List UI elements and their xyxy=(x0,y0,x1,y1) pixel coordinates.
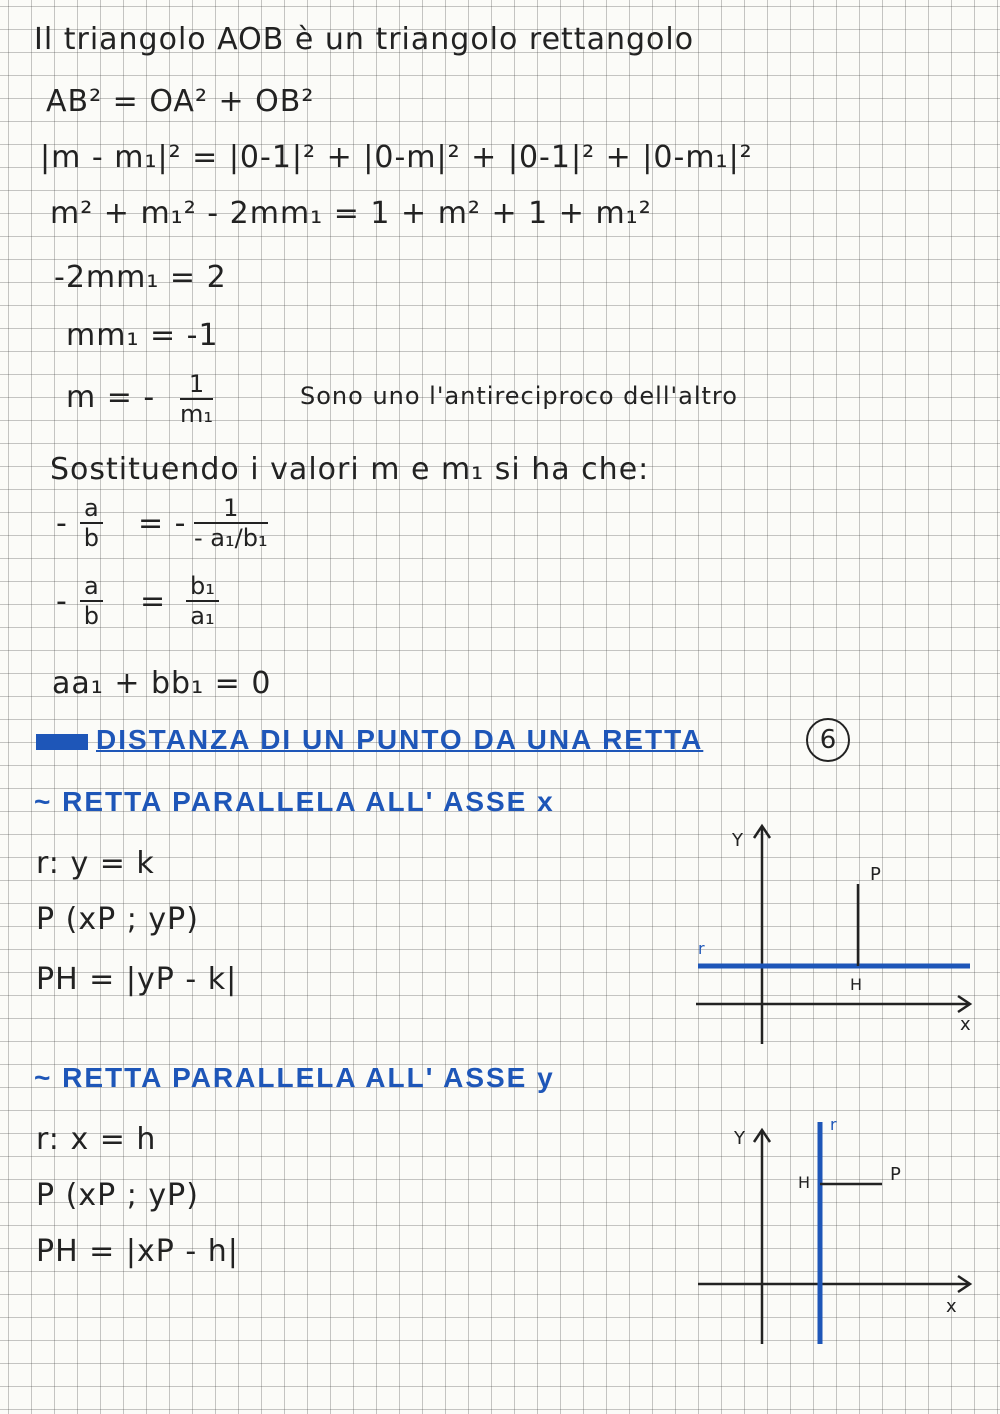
graph2-h-label: H xyxy=(798,1173,811,1192)
fraction-b1-over-a1 xyxy=(186,572,219,630)
note-line-6: mm₁ = -1 xyxy=(66,318,219,353)
graph2-r-label: r xyxy=(830,1115,837,1134)
fraction-denominator: - a₁/b₁ xyxy=(194,524,268,552)
note-line-1: Il triangolo AOB è un triangolo rettangolo xyxy=(34,22,695,57)
subsection-1-title: ~ RETTA PARALLELA ALL' ASSE x xyxy=(34,786,555,817)
graph1-y-label: Y xyxy=(732,830,743,851)
graph1-h-label: H xyxy=(850,975,863,994)
note-line-9-mid: = - xyxy=(138,506,187,541)
graph2-y-label: Y xyxy=(734,1128,745,1149)
sub2-equation-1: r: x = h xyxy=(36,1122,157,1157)
graph1-x-label: x xyxy=(960,1014,971,1035)
fraction-denominator: b xyxy=(83,602,99,630)
sub1-equation-2: P (xP ; yP) xyxy=(36,902,199,937)
note-line-2: AB² = OA² + OB² xyxy=(46,84,315,119)
section-bullet xyxy=(36,734,88,750)
graph1-p-label: P xyxy=(870,864,881,885)
fraction-numerator: b₁ xyxy=(186,572,219,602)
page-number-badge: 6 xyxy=(806,718,850,762)
fraction-numerator: a xyxy=(80,494,103,524)
sub2-equation-2: P (xP ; yP) xyxy=(36,1178,199,1213)
graph-parallel-x xyxy=(690,818,990,1048)
fraction-a-over-b-2 xyxy=(80,572,103,630)
note-line-10-mid: = xyxy=(140,584,167,619)
fraction-1-over-neg-a1-b1 xyxy=(194,494,268,552)
fraction-denominator: m₁ xyxy=(180,400,213,428)
graph1-r-label: r xyxy=(698,939,705,958)
graph2-x-label: x xyxy=(946,1296,957,1317)
sub1-equation-1: r: y = k xyxy=(36,846,155,881)
note-line-3: |m - m₁|² = |0-1|² + |0-m|² + |0-1|² + |0-m₁|² xyxy=(40,140,753,175)
note-line-4: m² + m₁² - 2mm₁ = 1 + m² + 1 + m₁² xyxy=(50,196,652,231)
note-line-7-left: m = - xyxy=(66,380,156,415)
graph2-p-label: P xyxy=(890,1164,901,1185)
fraction-numerator: 1 xyxy=(194,494,268,524)
note-line-8: Sostituendo i valori m e m₁ si ha che: xyxy=(50,452,650,487)
fraction-1-over-m1 xyxy=(180,370,213,428)
fraction-a-over-b xyxy=(80,494,103,552)
note-line-7-comment: Sono uno l'antireciproco dell'altro xyxy=(300,382,738,410)
fraction-numerator: 1 xyxy=(180,370,213,400)
note-line-5: -2mm₁ = 2 xyxy=(54,260,227,295)
sub1-equation-3: PH = |yP - k| xyxy=(36,962,238,997)
section-title: DISTANZA DI UN PUNTO DA UNA RETTA xyxy=(96,724,704,755)
note-line-10-left: - xyxy=(56,584,68,619)
fraction-denominator: a₁ xyxy=(190,602,215,630)
note-line-9-left: - xyxy=(56,506,68,541)
fraction-denominator: b xyxy=(83,524,99,552)
graph-parallel-y xyxy=(690,1114,990,1354)
subsection-2-title: ~ RETTA PARALLELA ALL' ASSE y xyxy=(34,1062,555,1093)
note-line-11: aa₁ + bb₁ = 0 xyxy=(52,666,272,701)
fraction-numerator: a xyxy=(80,572,103,602)
sub2-equation-3: PH = |xP - h| xyxy=(36,1234,239,1269)
